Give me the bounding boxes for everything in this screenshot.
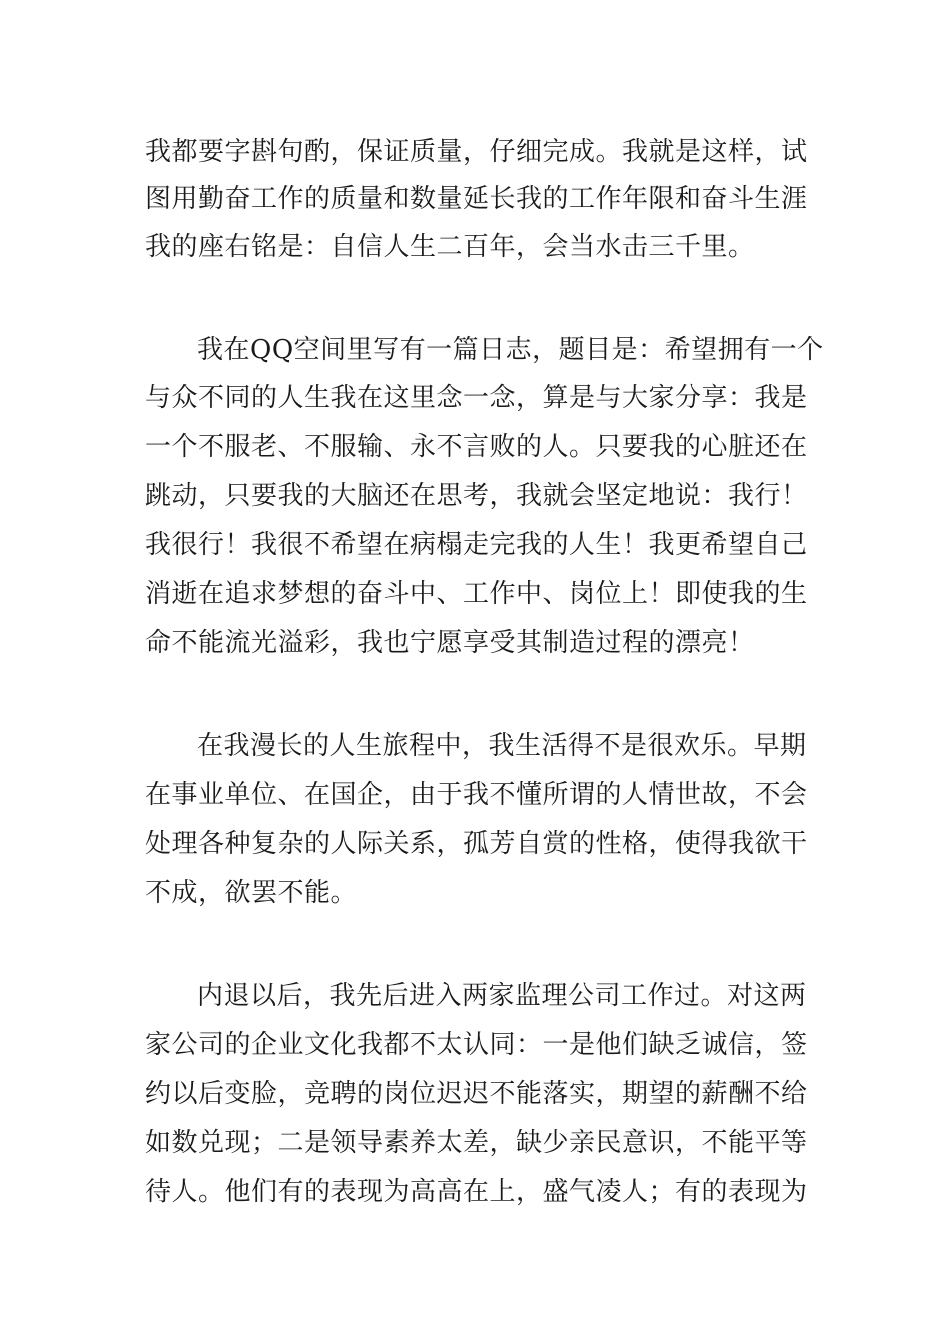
- paragraph-4-line-5: 待人。他们有的表现为高高在上，盛气凌人；有的表现为: [145, 1177, 808, 1207]
- paragraph-4-line-2: 家公司的企业文化我都不太认同：一是他们缺乏诚信，签: [145, 1030, 808, 1060]
- paragraph-1-line-3: 我的座右铭是：自信人生二百年，会当水击三千里。: [145, 232, 755, 262]
- paragraph-2-line-4: 跳动，只要我的大脑还在思考，我就会坚定地说：我行！: [145, 481, 808, 511]
- paragraph-1-line-1: 我都要字斟句酌，保证质量，仔细完成。我就是这样，试: [145, 137, 808, 167]
- paragraph-3-line-1: 在我漫长的人生旅程中，我生活得不是很欢乐。早期: [197, 731, 807, 761]
- paragraph-1-line-2: 图用勤奋工作的质量和数量延长我的工作年限和奋斗生涯: [145, 184, 808, 214]
- paragraph-2-line-5: 我很行！我很不希望在病榻走完我的人生！我更希望自己: [145, 530, 808, 560]
- paragraph-2-line-7: 命不能流光溢彩，我也宁愿享受其制造过程的漂亮！: [145, 628, 755, 658]
- paragraph-4-line-4: 如数兑现；二是领导素养太差，缺少亲民意识，不能平等: [145, 1128, 808, 1158]
- paragraph-4-line-3: 约以后变脸，竞聘的岗位迟迟不能落实，期望的薪酬不给: [145, 1079, 808, 1109]
- paragraph-2-line-1: 我在QQ空间里写有一篇日志，题目是：希望拥有一个: [197, 335, 824, 365]
- paragraph-3-line-4: 不成，欲罢不能。: [145, 878, 358, 908]
- paragraph-2-line-6: 消逝在追求梦想的奋斗中、工作中、岗位上！即使我的生: [145, 579, 808, 609]
- paragraph-3-line-2: 在事业单位、在国企，由于我不懂所谓的人情世故，不会: [145, 780, 808, 810]
- paragraph-2-line-3: 一个不服老、不服输、永不言败的人。只要我的心脏还在: [145, 432, 808, 462]
- paragraph-2-line-2: 与众不同的人生我在这里念一念，算是与大家分享：我是: [145, 383, 808, 413]
- paragraph-3-line-3: 处理各种复杂的人际关系，孤芳自赏的性格，使得我欲干: [145, 829, 808, 859]
- paragraph-4-line-1: 内退以后，我先后进入两家监理公司工作过。对这两: [197, 981, 807, 1011]
